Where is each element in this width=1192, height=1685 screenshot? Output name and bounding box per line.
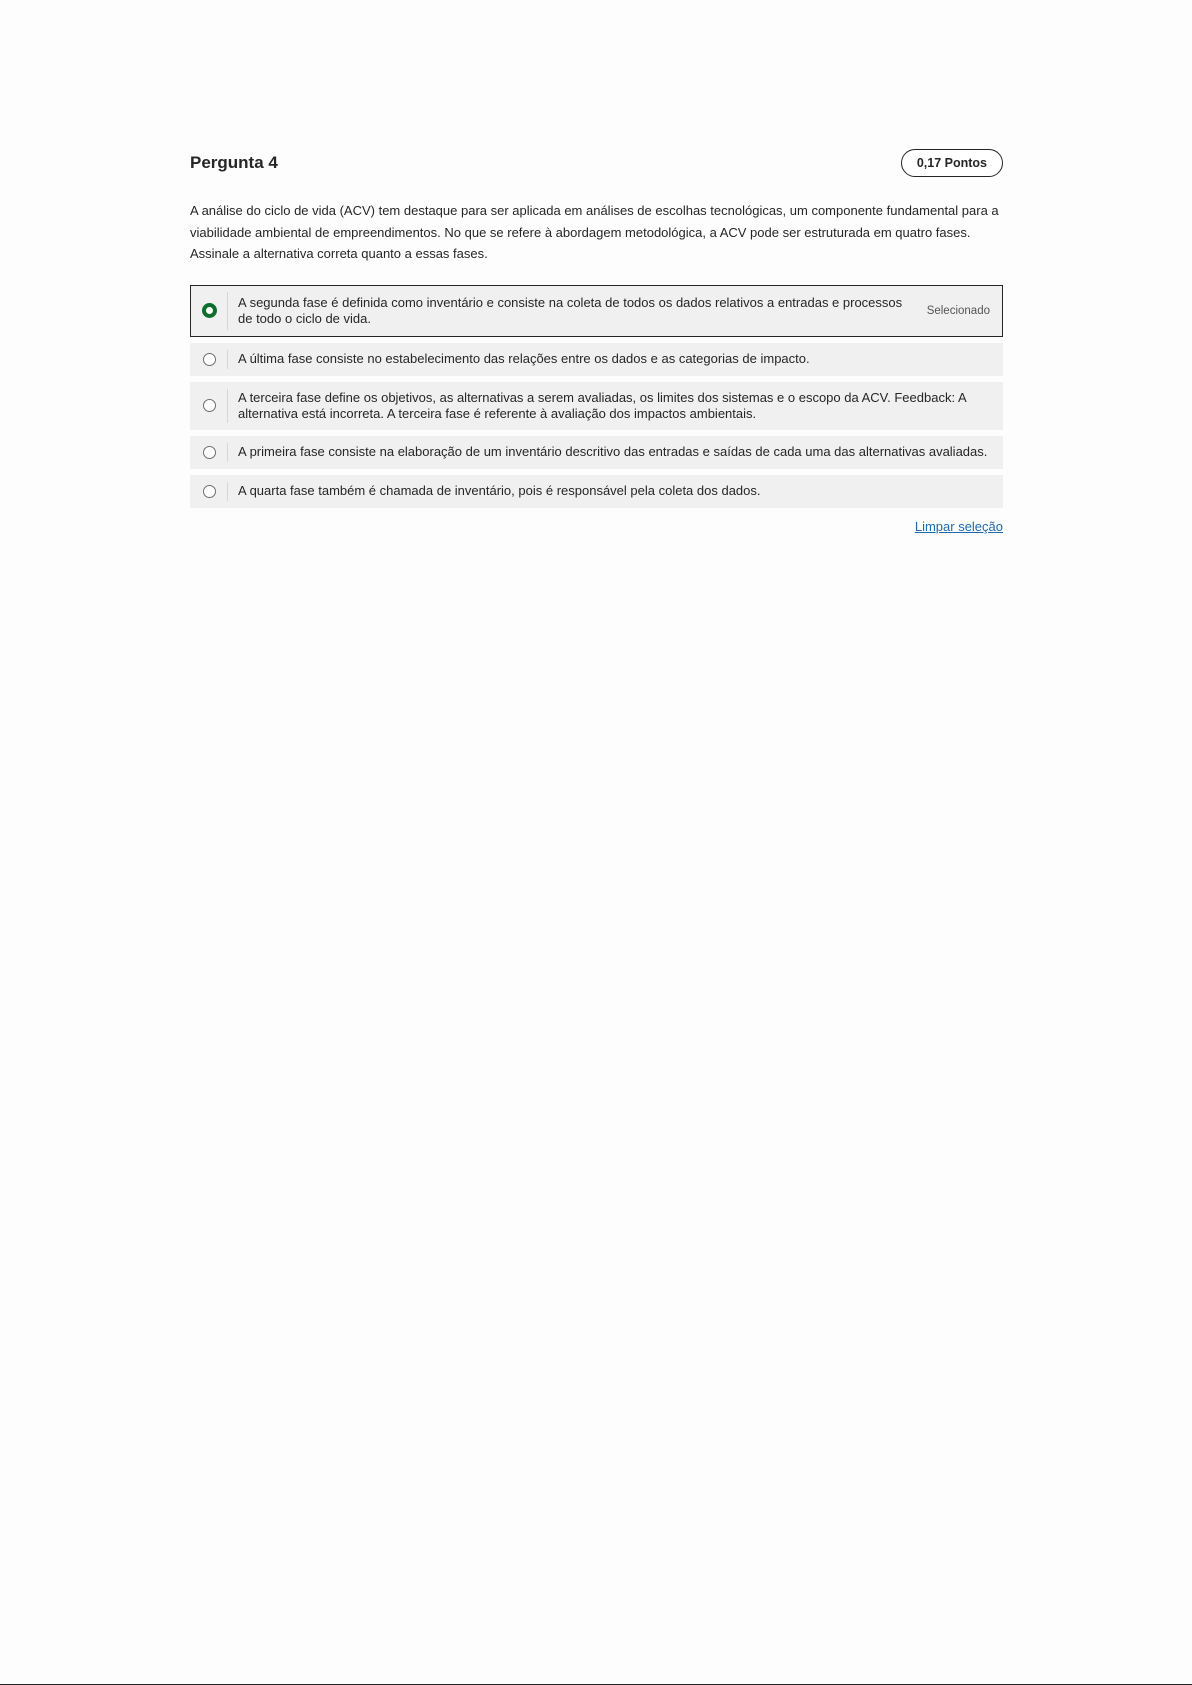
answer-options	[190, 285, 1003, 508]
radio-unselected-icon[interactable]	[203, 485, 216, 498]
answer-option-text: A última fase consiste no estabelecimento das relações entre os dados e as categorias de impacto.	[238, 351, 810, 366]
radio-selected-icon[interactable]	[202, 303, 217, 318]
clear-selection-row	[190, 518, 1003, 536]
selected-status-label: Selecionado	[926, 304, 990, 317]
radio-unselected-icon[interactable]	[203, 353, 216, 366]
points-badge: 0,17 Pontos	[901, 149, 1003, 177]
radio-unselected-icon[interactable]	[203, 446, 216, 459]
answer-option-1[interactable]	[190, 285, 1003, 337]
answer-option-5[interactable]	[190, 475, 1003, 508]
radio-cell	[191, 350, 228, 369]
question-text: A análise do ciclo de vida (ACV) tem destaque para ser aplicada em análises de escolhas tecnológicas, um componente fundamental para a viabilidade ambiental de empreendimentos. No que se refere à abordagem metodológica, a ACV pode ser estruturada em quatro fases. Assinale a alternativa correta quanto a essas fases.	[190, 203, 999, 261]
answer-option-text: A terceira fase define os objetivos, as alternativas a serem avaliadas, os limites dos sistemas e o escopo da ACV. Feedback: A alternativa está incorreta. A terceira fase é referente à avaliação dos impactos ambientais.	[238, 389, 966, 421]
radio-cell	[191, 443, 228, 462]
answer-option-text: A primeira fase consiste na elaboração de um inventário descritivo das entradas e saídas de cada uma das alternativas avaliadas.	[238, 444, 988, 459]
question-title: Pergunta 4	[190, 153, 278, 172]
radio-cell	[191, 389, 228, 423]
clear-selection-link[interactable]: Limpar seleção	[914, 518, 1003, 534]
radio-unselected-icon[interactable]	[203, 399, 216, 412]
answer-option-text: A quarta fase também é chamada de inventário, pois é responsável pela coleta dos dados.	[238, 483, 761, 498]
question-header	[190, 148, 1003, 178]
question-card	[190, 148, 1003, 536]
radio-cell	[191, 482, 228, 501]
radio-cell	[191, 292, 228, 330]
answer-option-text: A segunda fase é definida como inventário e consiste na coleta de todos os dados relativos a entradas e processos de todo o ciclo de vida.	[238, 294, 903, 326]
answer-option-4[interactable]	[190, 436, 1003, 469]
answer-option-3[interactable]	[190, 382, 1003, 430]
answer-option-2[interactable]	[190, 343, 1003, 376]
